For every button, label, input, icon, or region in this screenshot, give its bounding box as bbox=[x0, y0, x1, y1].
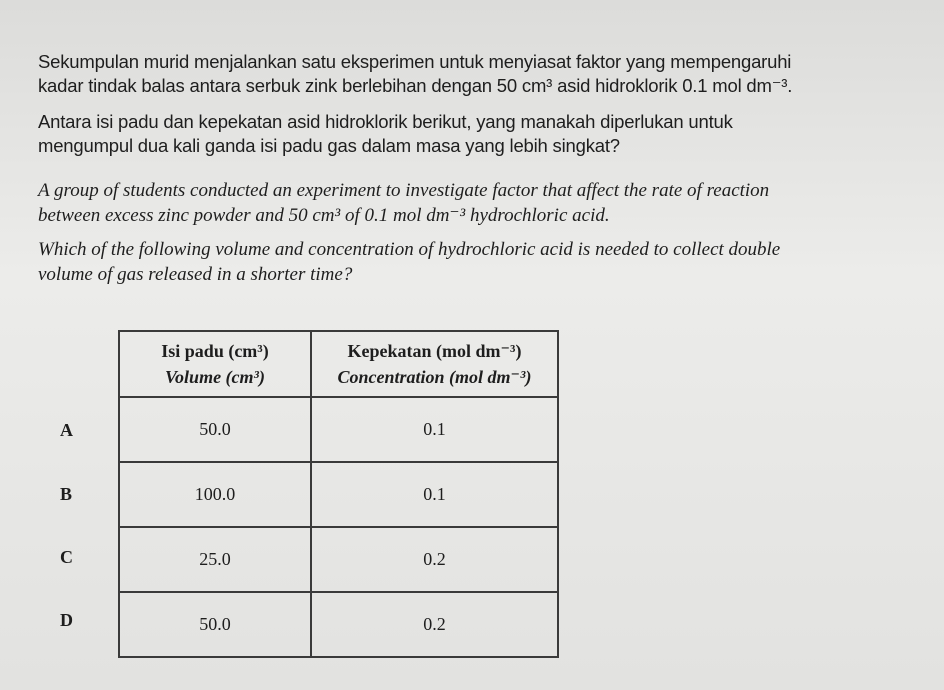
question-line: volume of gas released in a shorter time? bbox=[38, 264, 353, 285]
table-header-row bbox=[119, 331, 558, 397]
volume-header-english: Volume (cm³) bbox=[165, 367, 265, 387]
question-line: kadar tindak balas antara serbuk zink berlebihan dengan 50 cm³ asid hidroklorik 0.1 mol dm⁻³. bbox=[38, 75, 793, 96]
concentration-header bbox=[311, 331, 558, 397]
table-row[interactable] bbox=[119, 592, 558, 657]
volume-cell: 100.0 bbox=[119, 462, 311, 527]
volume-header-malay: Isi padu (cm³) bbox=[161, 341, 269, 361]
question-line: mengumpul dua kali ganda isi padu gas dalam masa yang lebih singkat? bbox=[38, 135, 620, 156]
question-line: A group of students conducted an experiment to investigate factor that affect the rate of reaction bbox=[38, 180, 770, 201]
question-line: between excess zinc powder and 50 cm³ of 0.1 mol dm⁻³ hydrochloric acid. bbox=[38, 205, 610, 226]
volume-header bbox=[119, 331, 311, 397]
question-english-paragraph-2 bbox=[38, 237, 888, 287]
question-malay-paragraph-2 bbox=[38, 110, 888, 158]
question-english-paragraph-1 bbox=[38, 178, 888, 228]
option-label-c[interactable]: C bbox=[60, 547, 73, 567]
question-line: Antara isi padu dan kepekatan asid hidroklorik berikut, yang manakah diperlukan untuk bbox=[38, 111, 733, 132]
table-row[interactable] bbox=[119, 462, 558, 527]
volume-cell: 25.0 bbox=[119, 527, 311, 592]
options-table bbox=[118, 330, 559, 658]
concentration-cell: 0.2 bbox=[311, 527, 558, 592]
table-row[interactable] bbox=[119, 397, 558, 462]
option-label-b[interactable]: B bbox=[60, 484, 73, 504]
concentration-cell: 0.1 bbox=[311, 462, 558, 527]
table-row[interactable] bbox=[119, 527, 558, 592]
volume-cell: 50.0 bbox=[119, 397, 311, 462]
question-malay-paragraph-1 bbox=[38, 50, 888, 98]
volume-cell: 50.0 bbox=[119, 592, 311, 657]
option-label-a[interactable]: A bbox=[60, 420, 73, 440]
question-line: Sekumpulan murid menjalankan satu eksperimen untuk menyiasat faktor yang mempengaruhi bbox=[38, 51, 792, 72]
option-label-d[interactable]: D bbox=[60, 610, 73, 630]
concentration-cell: 0.1 bbox=[311, 397, 558, 462]
concentration-cell: 0.2 bbox=[311, 592, 558, 657]
concentration-header-malay: Kepekatan (mol dm⁻³) bbox=[347, 341, 522, 361]
question-line: Which of the following volume and concentration of hydrochloric acid is needed to collect double bbox=[38, 239, 781, 260]
concentration-header-english: Concentration (mol dm⁻³) bbox=[337, 367, 532, 387]
